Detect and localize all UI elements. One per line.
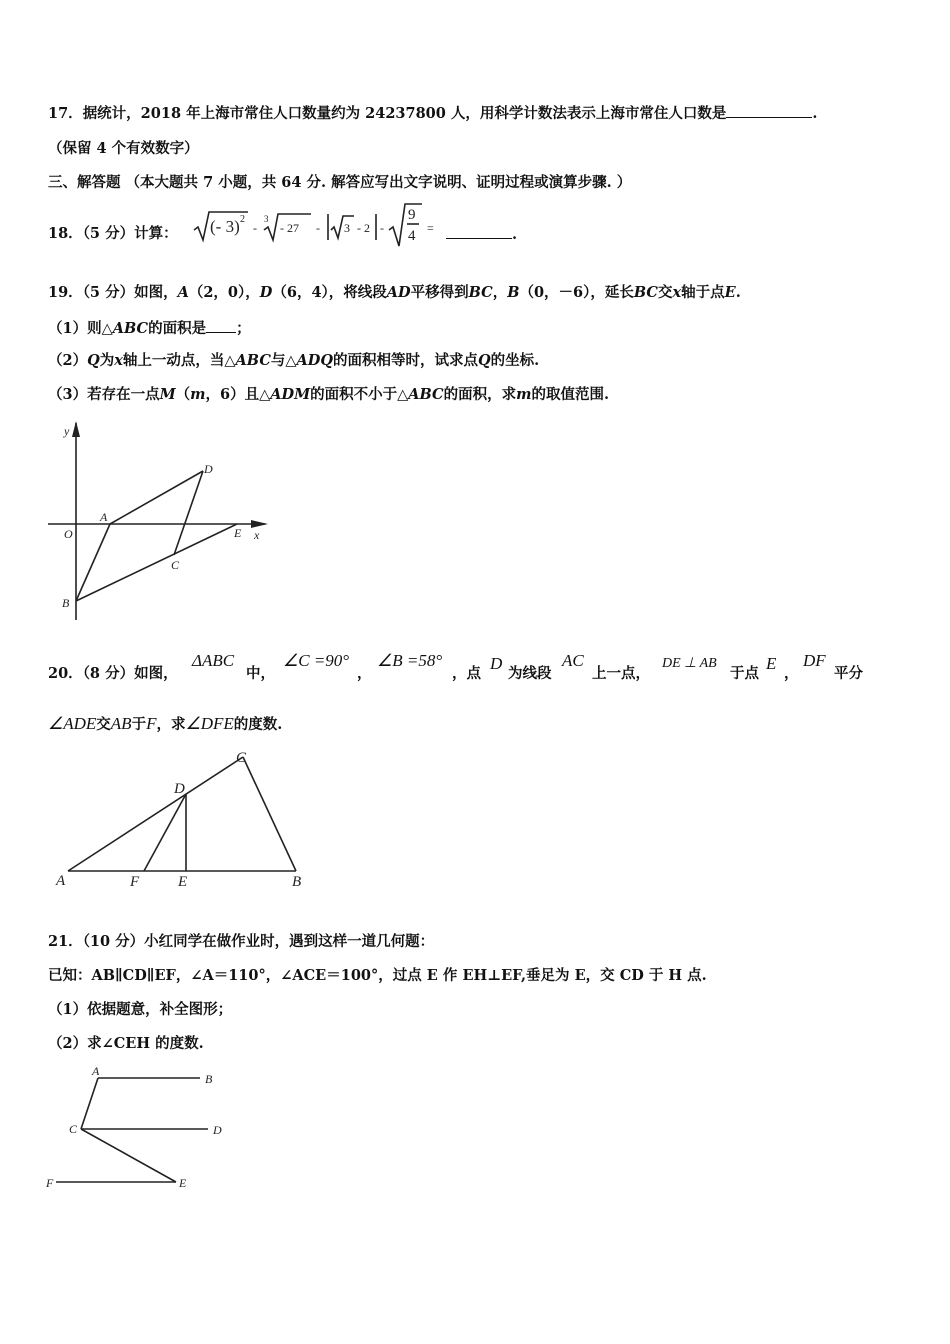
segment-AC xyxy=(81,1078,98,1129)
q19-p1-text: （1）则△ xyxy=(48,320,113,337)
segment-CB xyxy=(243,757,296,871)
label-A: A xyxy=(92,1064,100,1078)
q19-p2-var: Q xyxy=(87,352,100,369)
q19-number: 19． xyxy=(48,284,83,301)
label-x: x xyxy=(254,528,260,542)
q20-text: 于点 xyxy=(730,665,759,682)
q21-stem xyxy=(48,932,434,952)
q20-number: 20． xyxy=(48,665,83,682)
segment-BE xyxy=(76,524,237,601)
label-D: D xyxy=(213,1123,222,1137)
q20-math-perp: DE ⊥ AB xyxy=(662,656,717,671)
svg-text:=: = xyxy=(427,221,434,235)
label-C: C xyxy=(171,558,180,572)
q19-p2-var: ABC xyxy=(235,352,271,369)
q19-p3-var: ABC xyxy=(408,386,444,403)
label-y: y xyxy=(64,424,70,438)
q19-p2-var: ADQ xyxy=(296,352,333,369)
q19-p3-text: （3）若存在一点 xyxy=(48,386,160,403)
q20-text: ， xyxy=(784,665,799,682)
q18-expression xyxy=(188,200,448,248)
q19-var: D xyxy=(259,284,273,301)
q19-var: B xyxy=(507,284,520,301)
q19-p3-var: m xyxy=(516,386,532,403)
q19-p3-text: 的面积不小于△ xyxy=(310,386,409,403)
q20-math: ∠ADE xyxy=(48,714,97,733)
q17-number: 17． xyxy=(48,105,83,122)
q18-score: （5 分）计算： xyxy=(82,225,178,242)
q19-text: 交 xyxy=(657,284,673,301)
svg-text:3: 3 xyxy=(344,221,350,235)
q19-p2-var: Q xyxy=(478,352,491,369)
q19-coordinate-figure xyxy=(40,415,275,630)
segment-CE xyxy=(81,1129,176,1182)
q20-text: 于 xyxy=(131,716,147,733)
segment-AD xyxy=(110,471,203,524)
svg-text:3: 3 xyxy=(264,214,269,224)
q17-text: 据统计，2018 年上海市常住人口数量约为 24237800 人，用科学计数法表示上海市常住人口数是 xyxy=(82,105,727,122)
q18-answer-blank[interactable] xyxy=(446,224,512,239)
q19-p3-text: （ xyxy=(175,386,191,403)
q20-line2 xyxy=(48,714,282,735)
q19-p2-text: （2） xyxy=(48,352,88,369)
q19-p2-text: 与△ xyxy=(270,352,297,369)
q19-text: （6，4），将线段 xyxy=(272,284,387,301)
q19-p2-text: 的坐标. xyxy=(490,352,540,369)
label-B: B xyxy=(205,1072,213,1086)
q19-p3-text: 的取值范围. xyxy=(531,386,610,403)
svg-text:4: 4 xyxy=(408,228,416,244)
q17-line xyxy=(48,103,817,124)
q19-text: （2，0）， xyxy=(188,284,260,301)
label-B: B xyxy=(292,874,302,890)
q21-parallel-lines-figure xyxy=(40,1062,230,1197)
y-axis-arrow xyxy=(72,421,80,437)
svg-text:- 27: - 27 xyxy=(280,221,299,235)
q20-text: ， xyxy=(357,665,372,682)
q19-p3-var: ADM xyxy=(270,386,311,403)
q20-math-triangle: ΔABC xyxy=(192,651,235,670)
label-F: F xyxy=(130,874,140,890)
q19-var: BC xyxy=(633,284,658,301)
q20-text: ，求 xyxy=(156,716,186,733)
q21-text: （10 分）小红同学在做作业时，遇到这样一道几何题： xyxy=(82,933,435,950)
q20-text: （8 分）如图， xyxy=(82,665,178,682)
q19-text: （0，－6），延长 xyxy=(519,284,634,301)
q20-triangle-figure xyxy=(48,745,318,895)
q19-p3-var: m xyxy=(190,386,206,403)
q19-var: A xyxy=(177,284,189,301)
q20-text: ，点 xyxy=(452,665,481,682)
svg-text:- 2: - 2 xyxy=(357,221,370,235)
q19-part3 xyxy=(48,385,609,405)
q18-end: . xyxy=(512,226,518,243)
label-C: C xyxy=(69,1122,78,1136)
q19-p1-var: ABC xyxy=(112,320,149,337)
q19-p2-text: 为 xyxy=(99,352,115,369)
q19-var: x xyxy=(672,284,682,301)
q19-p1-text: ； xyxy=(236,320,251,337)
svg-text:-: - xyxy=(380,221,384,235)
svg-text:2: 2 xyxy=(240,214,245,225)
x-axis-arrow xyxy=(251,520,268,528)
label-D: D xyxy=(204,462,213,476)
q19-p3-text: ，6）且△ xyxy=(205,386,271,403)
q19-p2-text: 轴上一动点，当△ xyxy=(122,352,236,369)
label-F: F xyxy=(46,1176,54,1190)
section-3-title: 三、解答题 （本大题共 7 小题，共 64 分. 解答应写出文字说明、证明过程或演算步骤. ） xyxy=(48,174,632,191)
label-O: O xyxy=(64,527,73,541)
q20-text: 中， xyxy=(246,665,275,682)
svg-text:-: - xyxy=(253,221,257,235)
q20-math-angle-b: ∠B =58° xyxy=(377,651,443,670)
q20-math: ∠DFE xyxy=(185,714,234,733)
q20-math-ac: AC xyxy=(562,651,584,670)
q19-text: . xyxy=(735,284,741,301)
svg-text:9: 9 xyxy=(408,207,416,223)
label-E: E xyxy=(234,526,242,540)
label-C: C xyxy=(236,750,247,766)
segment-DF xyxy=(144,794,186,871)
label-E: E xyxy=(179,1176,187,1190)
q17-note: （保留 4 个有效数字） xyxy=(48,140,199,157)
q21-number: 21． xyxy=(48,933,83,950)
q19-p1-text: 的面积是 xyxy=(148,320,207,337)
label-E: E xyxy=(178,874,188,890)
q20-math-df: DF xyxy=(803,651,826,670)
q19-text: （5 分）如图， xyxy=(82,284,178,301)
q19-var: E xyxy=(724,284,736,301)
q21-part2: （2）求∠CEH 的度数. xyxy=(48,1035,204,1052)
svg-text:(- 3): (- 3) xyxy=(210,217,240,236)
q18-label xyxy=(48,224,178,244)
q20-stem xyxy=(48,664,178,684)
q19-p1-blank[interactable] xyxy=(206,318,236,333)
segment-AC xyxy=(68,757,243,871)
q19-p3-var: M xyxy=(159,386,176,403)
q20-text: 为线段 xyxy=(508,665,552,682)
q21-part1: （1）依据题意，补全图形； xyxy=(48,1001,233,1018)
q20-math-angle-c: ∠C =90° xyxy=(283,651,350,670)
q19-p3-text: 的面积，求 xyxy=(443,386,517,403)
q17-end: . xyxy=(812,105,818,122)
q18-answer xyxy=(446,224,517,245)
q19-p2-text: 的面积相等时，试求点 xyxy=(333,352,478,369)
q19-text: 轴于点 xyxy=(681,284,725,301)
q19-part2 xyxy=(48,351,539,371)
q20-math: AB xyxy=(110,714,132,733)
segment-AB xyxy=(76,524,110,601)
q17-answer-blank[interactable] xyxy=(726,103,812,118)
q19-stem xyxy=(48,283,741,303)
q20-text: 交 xyxy=(96,716,111,733)
q20-math: F xyxy=(146,714,157,733)
q19-text: 平移得到 xyxy=(410,284,469,301)
q19-text: ， xyxy=(492,284,508,301)
q20-text: 平分 xyxy=(834,665,863,682)
q20-text: 的度数. xyxy=(233,716,283,733)
q19-var: BC xyxy=(468,284,493,301)
q18-number: 18． xyxy=(48,225,83,242)
q21-given: 已知：AB∥CD∥EF，∠A＝110°，∠ACE＝100°，过点 E 作 EH⊥EF,垂足为 E，交 CD 于 H 点. xyxy=(48,967,707,984)
q20-math-d: D xyxy=(490,654,503,673)
q19-p2-var: x xyxy=(114,352,123,369)
label-B: B xyxy=(62,596,70,610)
label-A: A xyxy=(100,510,108,524)
q19-var: AD xyxy=(386,284,411,301)
q19-part1 xyxy=(48,318,251,339)
svg-text:-: - xyxy=(316,221,320,235)
label-D: D xyxy=(174,781,185,797)
q20-math-e: E xyxy=(766,654,777,673)
label-A: A xyxy=(56,873,66,889)
q20-text: 上一点， xyxy=(592,665,650,682)
